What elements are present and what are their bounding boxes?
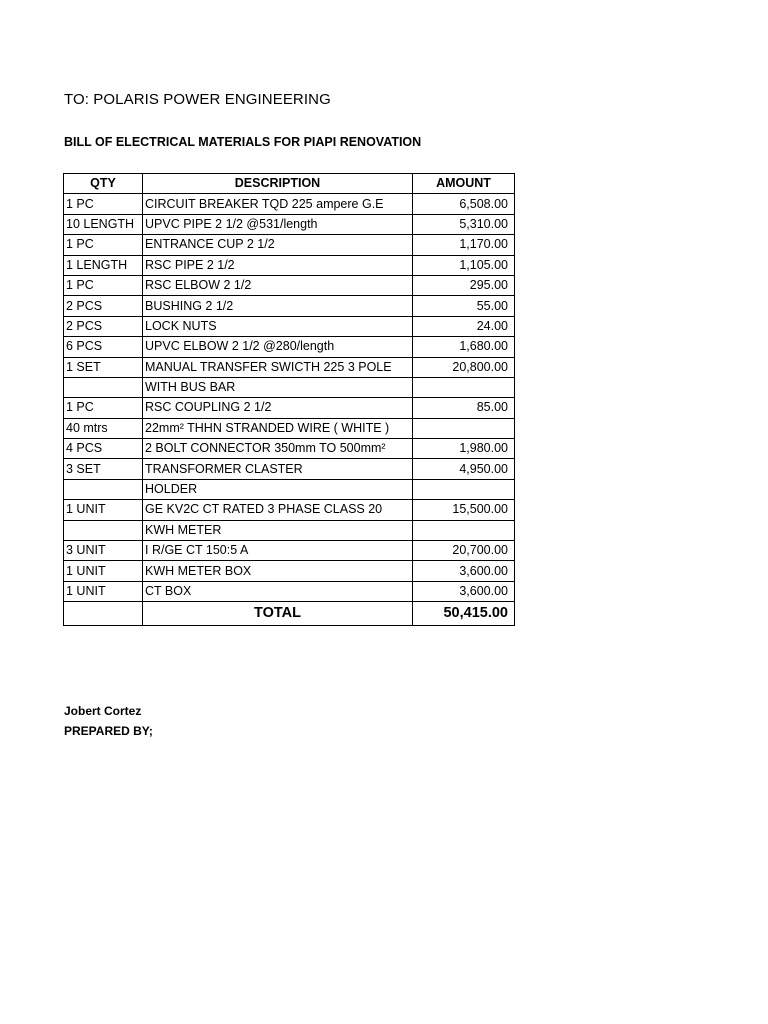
amount-cell: 3,600.00 [413,581,515,601]
materials-table [63,173,515,626]
table-row [64,255,515,275]
description-cell: ENTRANCE CUP 2 1/2 [143,235,413,255]
table-row [64,194,515,214]
table-row [64,520,515,540]
table-row [64,398,515,418]
table-row [64,337,515,357]
amount-cell: 20,700.00 [413,541,515,561]
qty-cell: 4 PCS [64,439,143,459]
amount-cell: 20,800.00 [413,357,515,377]
column-header-description: DESCRIPTION [143,174,413,194]
amount-cell: 1,105.00 [413,255,515,275]
table-row [64,357,515,377]
amount-cell: 1,680.00 [413,337,515,357]
amount-cell: 1,170.00 [413,235,515,255]
description-cell: TRANSFORMER CLASTER [143,459,413,479]
table-row [64,377,515,397]
table-row [64,439,515,459]
amount-cell: 3,600.00 [413,561,515,581]
description-cell: 2 BOLT CONNECTOR 350mm TO 500mm² [143,439,413,459]
qty-cell: 1 PC [64,398,143,418]
table-row [64,214,515,234]
amount-cell: 85.00 [413,398,515,418]
description-cell: RSC COUPLING 2 1/2 [143,398,413,418]
table-row [64,479,515,499]
table-row [64,316,515,336]
amount-cell: 24.00 [413,316,515,336]
recipient-line: TO: POLARIS POWER ENGINEERING [64,91,331,108]
amount-cell [413,418,515,438]
amount-cell: 295.00 [413,275,515,295]
amount-cell: 1,980.00 [413,439,515,459]
qty-cell: 1 PC [64,194,143,214]
description-cell: I R/GE CT 150:5 A [143,541,413,561]
description-cell: MANUAL TRANSFER SWICTH 225 3 POLE [143,357,413,377]
qty-cell: 1 SET [64,357,143,377]
description-cell: 22mm² THHN STRANDED WIRE ( WHITE ) [143,418,413,438]
total-amount: 50,415.00 [413,602,515,626]
document-title: BILL OF ELECTRICAL MATERIALS FOR PIAPI RENOVATION [64,135,422,149]
table-row [64,275,515,295]
description-cell: HOLDER [143,479,413,499]
table-row [64,235,515,255]
description-cell: CIRCUIT BREAKER TQD 225 ampere G.E [143,194,413,214]
amount-cell: 6,508.00 [413,194,515,214]
table-row [64,541,515,561]
description-cell: RSC ELBOW 2 1/2 [143,275,413,295]
description-cell: KWH METER [143,520,413,540]
qty-cell: 40 mtrs [64,418,143,438]
description-cell: KWH METER BOX [143,561,413,581]
qty-cell: 10 LENGTH [64,214,143,234]
column-header-amount: AMOUNT [413,174,515,194]
description-cell: WITH BUS BAR [143,377,413,397]
qty-cell: 3 UNIT [64,541,143,561]
table-row [64,581,515,601]
column-header-qty: QTY [64,174,143,194]
table-row [64,418,515,438]
qty-cell: 2 PCS [64,296,143,316]
amount-cell [413,479,515,499]
qty-cell: 6 PCS [64,337,143,357]
qty-cell: 1 UNIT [64,500,143,520]
amount-cell [413,377,515,397]
table-row [64,561,515,581]
qty-cell: 3 SET [64,459,143,479]
description-cell: UPVC ELBOW 2 1/2 @280/length [143,337,413,357]
total-qty-cell [64,602,143,626]
prepared-by-label: PREPARED BY; [64,724,153,738]
total-label: TOTAL [143,602,413,626]
qty-cell: 1 UNIT [64,561,143,581]
description-cell: CT BOX [143,581,413,601]
table-row [64,500,515,520]
table-header-row [64,174,515,194]
qty-cell [64,377,143,397]
table-row [64,296,515,316]
description-cell: BUSHING 2 1/2 [143,296,413,316]
description-cell: RSC PIPE 2 1/2 [143,255,413,275]
description-cell: GE KV2C CT RATED 3 PHASE CLASS 20 [143,500,413,520]
preparer-name: Jobert Cortez [64,704,142,718]
amount-cell: 4,950.00 [413,459,515,479]
table-row [64,459,515,479]
qty-cell: 1 LENGTH [64,255,143,275]
amount-cell: 15,500.00 [413,500,515,520]
description-cell: LOCK NUTS [143,316,413,336]
total-row [64,602,515,626]
amount-cell [413,520,515,540]
qty-cell [64,479,143,499]
table-body [64,194,515,626]
description-cell: UPVC PIPE 2 1/2 @531/length [143,214,413,234]
amount-cell: 55.00 [413,296,515,316]
qty-cell: 1 UNIT [64,581,143,601]
qty-cell [64,520,143,540]
qty-cell: 2 PCS [64,316,143,336]
qty-cell: 1 PC [64,275,143,295]
amount-cell: 5,310.00 [413,214,515,234]
qty-cell: 1 PC [64,235,143,255]
